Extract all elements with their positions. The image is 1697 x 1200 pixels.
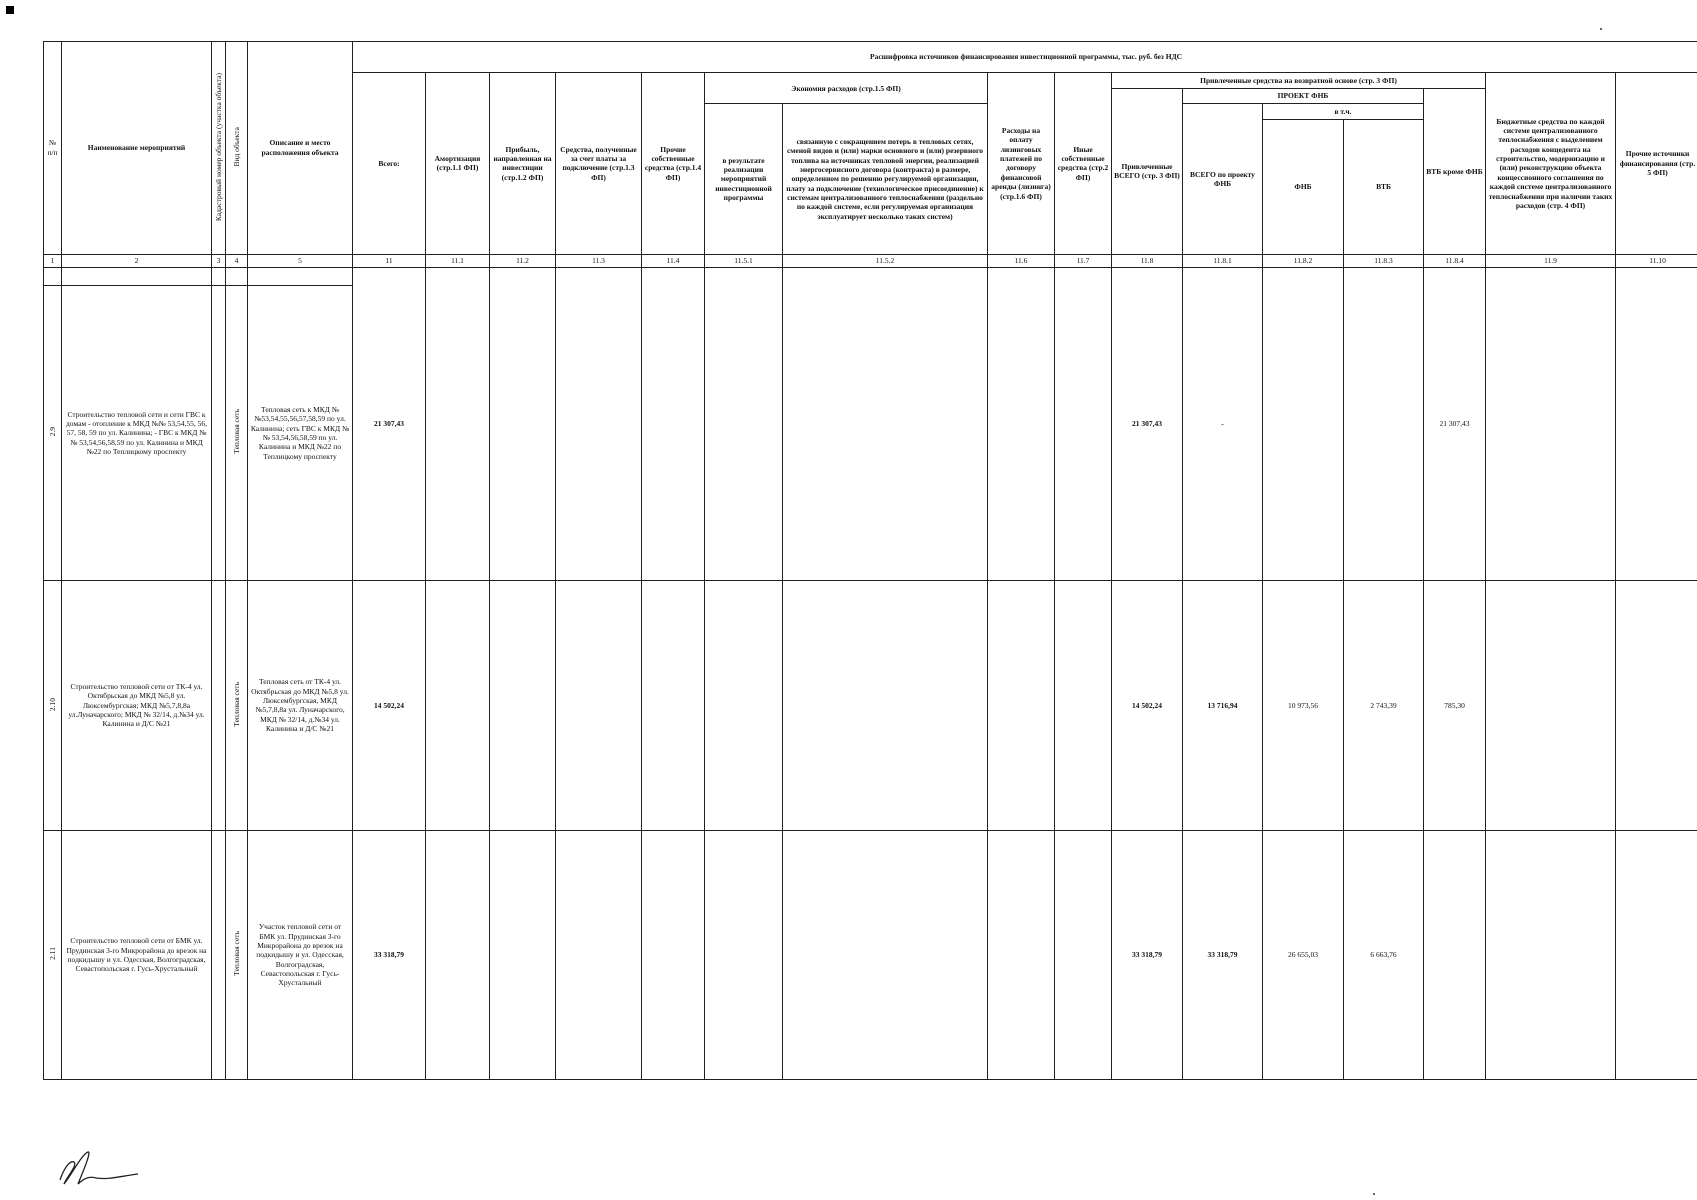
total-header: Всего: [353, 73, 426, 255]
signature [52, 1138, 142, 1188]
empty-cell [642, 580, 705, 830]
leasing-header: Расходы на оплату лизинговых платежей по договору финансовой аренды (лизинга) (стр.1.6 ФП) [988, 73, 1055, 255]
empty-cell [642, 830, 705, 1079]
empty-cell [226, 267, 248, 286]
index-cell: 11.8 [1112, 254, 1183, 267]
empty-cell [556, 267, 642, 580]
row-vtb [1344, 267, 1424, 580]
incl-header: в т.ч. [1263, 104, 1424, 120]
row-desc: Тепловая сеть к МКД №№53,54,55,56,57,58,59 по ул. Калинина; сеть ГВС к МКД №№ 53,54,56,58,59 по ул. Калинина и МКД №22 по Теплицкому проспекту [248, 286, 353, 581]
empty-cell [1055, 830, 1112, 1079]
financing-table [43, 41, 1697, 1080]
row-num: 2.11 [44, 830, 62, 1079]
index-cell: 11.3 [556, 254, 642, 267]
empty-cell [556, 830, 642, 1079]
index-cell: 11.1 [426, 254, 490, 267]
index-cell: 4 [226, 254, 248, 267]
vtb-header: ВТБ [1344, 119, 1424, 254]
index-cell: 11.9 [1486, 254, 1616, 267]
empty-cell [642, 267, 705, 580]
index-cell: 5 [248, 254, 353, 267]
index-cell: 11.8.4 [1424, 254, 1486, 267]
row-total: 14 502,24 [353, 580, 426, 830]
index-cell: 11.2 [490, 254, 556, 267]
row-borrowed-total: 21 307,43 [1112, 267, 1183, 580]
row-cadastre [212, 286, 226, 581]
borrowed-header: Привлеченные средства на возвратной основе (стр. 3 ФП) [1112, 73, 1486, 89]
index-cell: 11.8.2 [1263, 254, 1344, 267]
empty-cell [988, 580, 1055, 830]
row-cadastre [212, 830, 226, 1079]
empty-cell [705, 267, 783, 580]
connection-header: Средства, полученные за счет платы за подключение (стр.1.3 ФП) [556, 73, 642, 255]
economy-a-header: в результате реализации мероприятий инвестиционной программы [705, 104, 783, 254]
index-cell: 11.4 [642, 254, 705, 267]
row-cadastre [212, 580, 226, 830]
row-vtb-except: 785,30 [1424, 580, 1486, 830]
empty-cell [490, 830, 556, 1079]
empty-cell [556, 580, 642, 830]
group-title: Расшифровка источников финансирования инвестиционной программы, тыс. руб. без НДС [353, 42, 1697, 73]
row-type: Тепловая сеть [226, 830, 248, 1079]
empty-cell [705, 830, 783, 1079]
index-cell: 3 [212, 254, 226, 267]
col-name-header: Наименование мероприятий [62, 42, 212, 255]
fnb-total-header: ВСЕГО по проекту ФНБ [1183, 104, 1263, 254]
col-num-header: № п/п [44, 42, 62, 255]
table-row [44, 830, 1697, 1079]
empty-cell [426, 580, 490, 830]
amort-header: Амортизация (стр.1.1 ФП) [426, 73, 490, 255]
empty-cell [783, 267, 988, 580]
col-cadastre-header: Кадастровый номер объекта (участка объекта) [212, 42, 226, 255]
empty-cell [705, 580, 783, 830]
empty-cell [1486, 267, 1616, 580]
empty-cell [1055, 267, 1112, 580]
row-vtb-except: 21 307,43 [1424, 267, 1486, 580]
empty-cell [1616, 267, 1697, 580]
row-fnb [1263, 267, 1344, 580]
index-row [44, 254, 1697, 267]
empty-cell [44, 267, 62, 286]
empty-cell [988, 267, 1055, 580]
spacer-row [44, 267, 1697, 286]
corner-mark [6, 6, 14, 14]
empty-cell [783, 580, 988, 830]
other-sources-header: Прочие источники финансирования (стр. 5 ФП) [1616, 73, 1697, 255]
index-cell: 11.8.3 [1344, 254, 1424, 267]
economy-header: Экономия расходов (стр.1.5 ФП) [705, 73, 988, 104]
other-own-header: Иные собственные средства (стр.2 ФП) [1055, 73, 1112, 255]
col-type-header: Вид объекта [226, 42, 248, 255]
empty-cell [1486, 830, 1616, 1079]
empty-cell [490, 267, 556, 580]
row-num: 2.9 [44, 286, 62, 581]
index-cell: 11.6 [988, 254, 1055, 267]
row-name: Строительство тепловой сети и сети ГВС к домам - отопление к МКД №№ 53,54,55, 56, 57, 58, 59 по ул. Калинина; - ГВС к МКД №№ 53,54,56,58,59 по ул. Калинина и МКД №22 по Теплицкому проспекту [62, 286, 212, 581]
empty-cell [1616, 830, 1697, 1079]
scan-dot [1600, 28, 1602, 30]
table-row [44, 580, 1697, 830]
row-name: Строительство тепловой сети от ТК-4 ул. Октябрьская до МКД №5,8 ул. Люксембургская; МКД №5,7,8,8а ул.Луначарского; МКД № 32/14, д.№34 ул. Калинина и Д/С №21 [62, 580, 212, 830]
empty-cell [62, 267, 212, 286]
row-fnb: 10 973,56 [1263, 580, 1344, 830]
economy-b-header: связанную с сокращением потерь в тепловых сетях, сменой видов и (или) марки основного и (или) резервного топлива на источниках тепловой энергии, реализацией энергосервисного договора (контракта) в размере, определенном по решению регулируемой организации, плату за подключение (технологическое присоединение) к системам централизованного теплоснабжения (раздельно по каждой системе, если регулируемая организация эксплуатирует несколько таких систем) [783, 104, 988, 254]
profit-header: Прибыль, направленная на инвестиции (стр.1.2 ФП) [490, 73, 556, 255]
row-fnb: 26 655,03 [1263, 830, 1344, 1079]
index-cell: 11 [353, 254, 426, 267]
empty-cell [783, 830, 988, 1079]
row-vtb: 6 663,76 [1344, 830, 1424, 1079]
borrowed-total-header: Привлеченные ВСЕГО (стр. 3 ФП) [1112, 88, 1183, 254]
empty-cell [212, 267, 226, 286]
row-borrowed-total: 33 318,79 [1112, 830, 1183, 1079]
empty-cell [1486, 580, 1616, 830]
row-type: Тепловая сеть [226, 580, 248, 830]
row-vtb: 2 743,39 [1344, 580, 1424, 830]
index-cell: 11.10 [1616, 254, 1697, 267]
index-cell: 11.8.1 [1183, 254, 1263, 267]
row-fnb-total: - [1183, 267, 1263, 580]
empty-cell [1616, 580, 1697, 830]
row-total: 21 307,43 [353, 267, 426, 580]
row-name: Строительство тепловой сети от БМК ул. Прудинская 3-го Микрорайона до врезок на подкидышу и ул. Одесская, Волгоградская, Севастопольская г. Гусь-Хрустальный [62, 830, 212, 1079]
row-num: 2.10 [44, 580, 62, 830]
row-desc: Тепловая сеть от ТК-4 ул. Октябрьская до МКД №5,8 ул. Люксембургская, МКД №5,7,8,8а ул. Луначарского, МКД № 32/14, д.№34 ул. Калинина и Д/С №21 [248, 580, 353, 830]
row-borrowed-total: 14 502,24 [1112, 580, 1183, 830]
empty-cell [988, 830, 1055, 1079]
empty-cell [1055, 580, 1112, 830]
scan-dot [1373, 1193, 1375, 1195]
empty-cell [426, 830, 490, 1079]
col-desc-header: Описание и место расположения объекта [248, 42, 353, 255]
index-cell: 11.7 [1055, 254, 1112, 267]
own-other-header: Прочие собственные средства (стр.1.4 ФП) [642, 73, 705, 255]
index-cell: 2 [62, 254, 212, 267]
row-fnb-total: 13 716,94 [1183, 580, 1263, 830]
row-total: 33 318,79 [353, 830, 426, 1079]
row-vtb-except [1424, 830, 1486, 1079]
vtb-except-header: ВТБ кроме ФНБ [1424, 88, 1486, 254]
row-desc: Участок тепловой сети от БМК ул. Прудинская 3-го Микрорайона до врезок на подкидышу и ул. Одесская, Волгоградская, Севастопольская г. Гусь-Хрустальный [248, 830, 353, 1079]
index-cell: 1 [44, 254, 62, 267]
index-cell: 11.5.2 [783, 254, 988, 267]
fnb-header: ФНБ [1263, 119, 1344, 254]
empty-cell [426, 267, 490, 580]
row-type: Тепловая сеть [226, 286, 248, 581]
index-cell: 11.5.1 [705, 254, 783, 267]
budget-header: Бюджетные средства по каждой системе централизованного теплоснабжения с выделением расходов концедента на строительство, модернизацию и (или) реконструкцию объекта концессионного соглашения по каждой системе централизованного теплоснабжения при наличии таких расходов (стр. 4 ФП) [1486, 73, 1616, 255]
empty-cell [490, 580, 556, 830]
row-fnb-total: 33 318,79 [1183, 830, 1263, 1079]
fnb-project-header: ПРОЕКТ ФНБ [1183, 88, 1424, 104]
empty-cell [248, 267, 353, 286]
